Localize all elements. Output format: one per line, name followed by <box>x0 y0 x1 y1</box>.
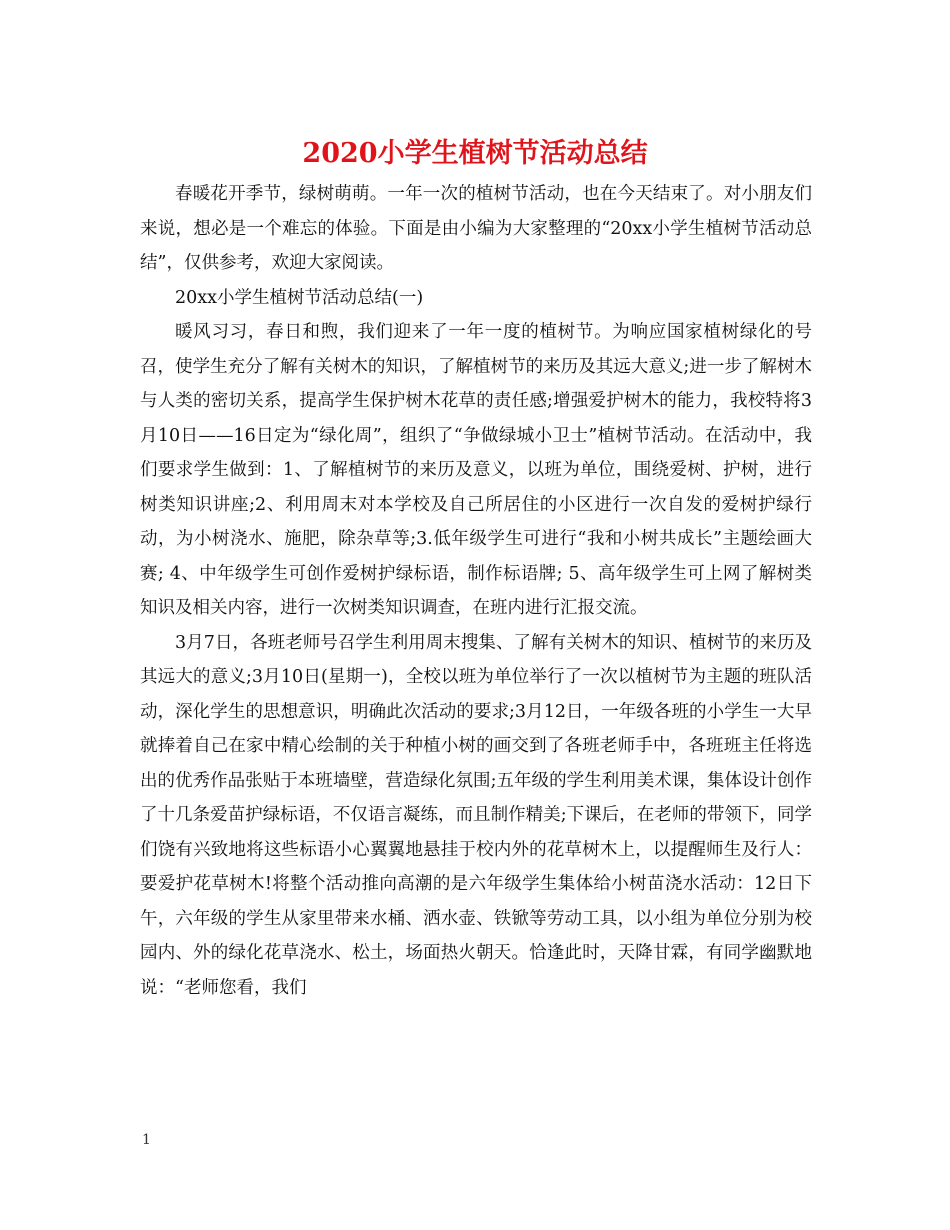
intro-paragraph: 春暖花开季节，绿树萌萌。一年一次的植树节活动，也在今天结束了。对小朋友们来说，想必是一个难忘的体验。下面是由小编为大家整理的“20xx小学生植树节活动总结”，仅供参考，欢迎大家阅读。 <box>140 184 812 273</box>
section-heading: 20xx小学生植树节活动总结(一) <box>175 287 424 308</box>
document-body <box>140 177 812 1005</box>
page-number: 1 <box>142 1132 151 1148</box>
document-title: 2020小学生植树节活动总结 <box>302 138 648 169</box>
body-paragraph: 3月7日，各班老师号召学生利用周末搜集、了解有关树木的知识、植树节的来历及其远大的意义;3月10日(星期一)，全校以班为单位举行了一次以植树节为主题的班队活动，深化学生的思想意识，明确此次活动的要求;3月12日，一年级各班的小学生一大早就捧着自己在家中精心绘制的关于种植小树的画交到了各班老师手中，各班班主任将选出的优秀作品张贴于本班墙壁，营造绿化氛围;五年级的学生利用美术课，集体设计创作了十几条爱苗护绿标语，不仅语言凝练，而且制作精美;下课后，在老师的带领下，同学们饶有兴致地将这些标语小心翼翼地悬挂于校内外的花草树木上，以提醒师生及行人：要爱护花草树木!将整个活动推向高潮的是六年级学生集体给小树苗浇水活动：12日下午，六年级的学生从家里带来水桶、洒水壶、铁锨等劳动工具，以小组为单位分别为校园内、外的绿化花草浇水、松土，场面热火朝天。恰逢此时，天降甘霖，有同学幽默地说：“老师您看，我们 <box>140 632 812 998</box>
body-paragraph: 暖风习习，春日和煦，我们迎来了一年一度的植树节。为响应国家植树绿化的号召，使学生充分了解有关树木的知识，了解植树节的来历及其远大意义;进一步了解树木与人类的密切关系，提高学生保护树木花草的责任感;增强爱护树木的能力，我校特将3月10日——16日定为“绿化周”，组织了“争做绿城小卫士”植树节活动。在活动中，我们要求学生做到：1、了解植树节的来历及意义，以班为单位，围绕爱树、护树，进行树类知识讲座;2、利用周末对本学校及自己所居住的小区进行一次自发的爱树护绿行动，为小树浇水、施肥，除杂草等;3.低年级学生可进行“我和小树共成长”主题绘画大赛; 4、中年级学生可创作爱树护绿标语，制作标语牌; 5、高年级学生可上网了解树类知识及相关内容，进行一次树类知识调查，在班内进行汇报交流。 <box>140 322 812 618</box>
